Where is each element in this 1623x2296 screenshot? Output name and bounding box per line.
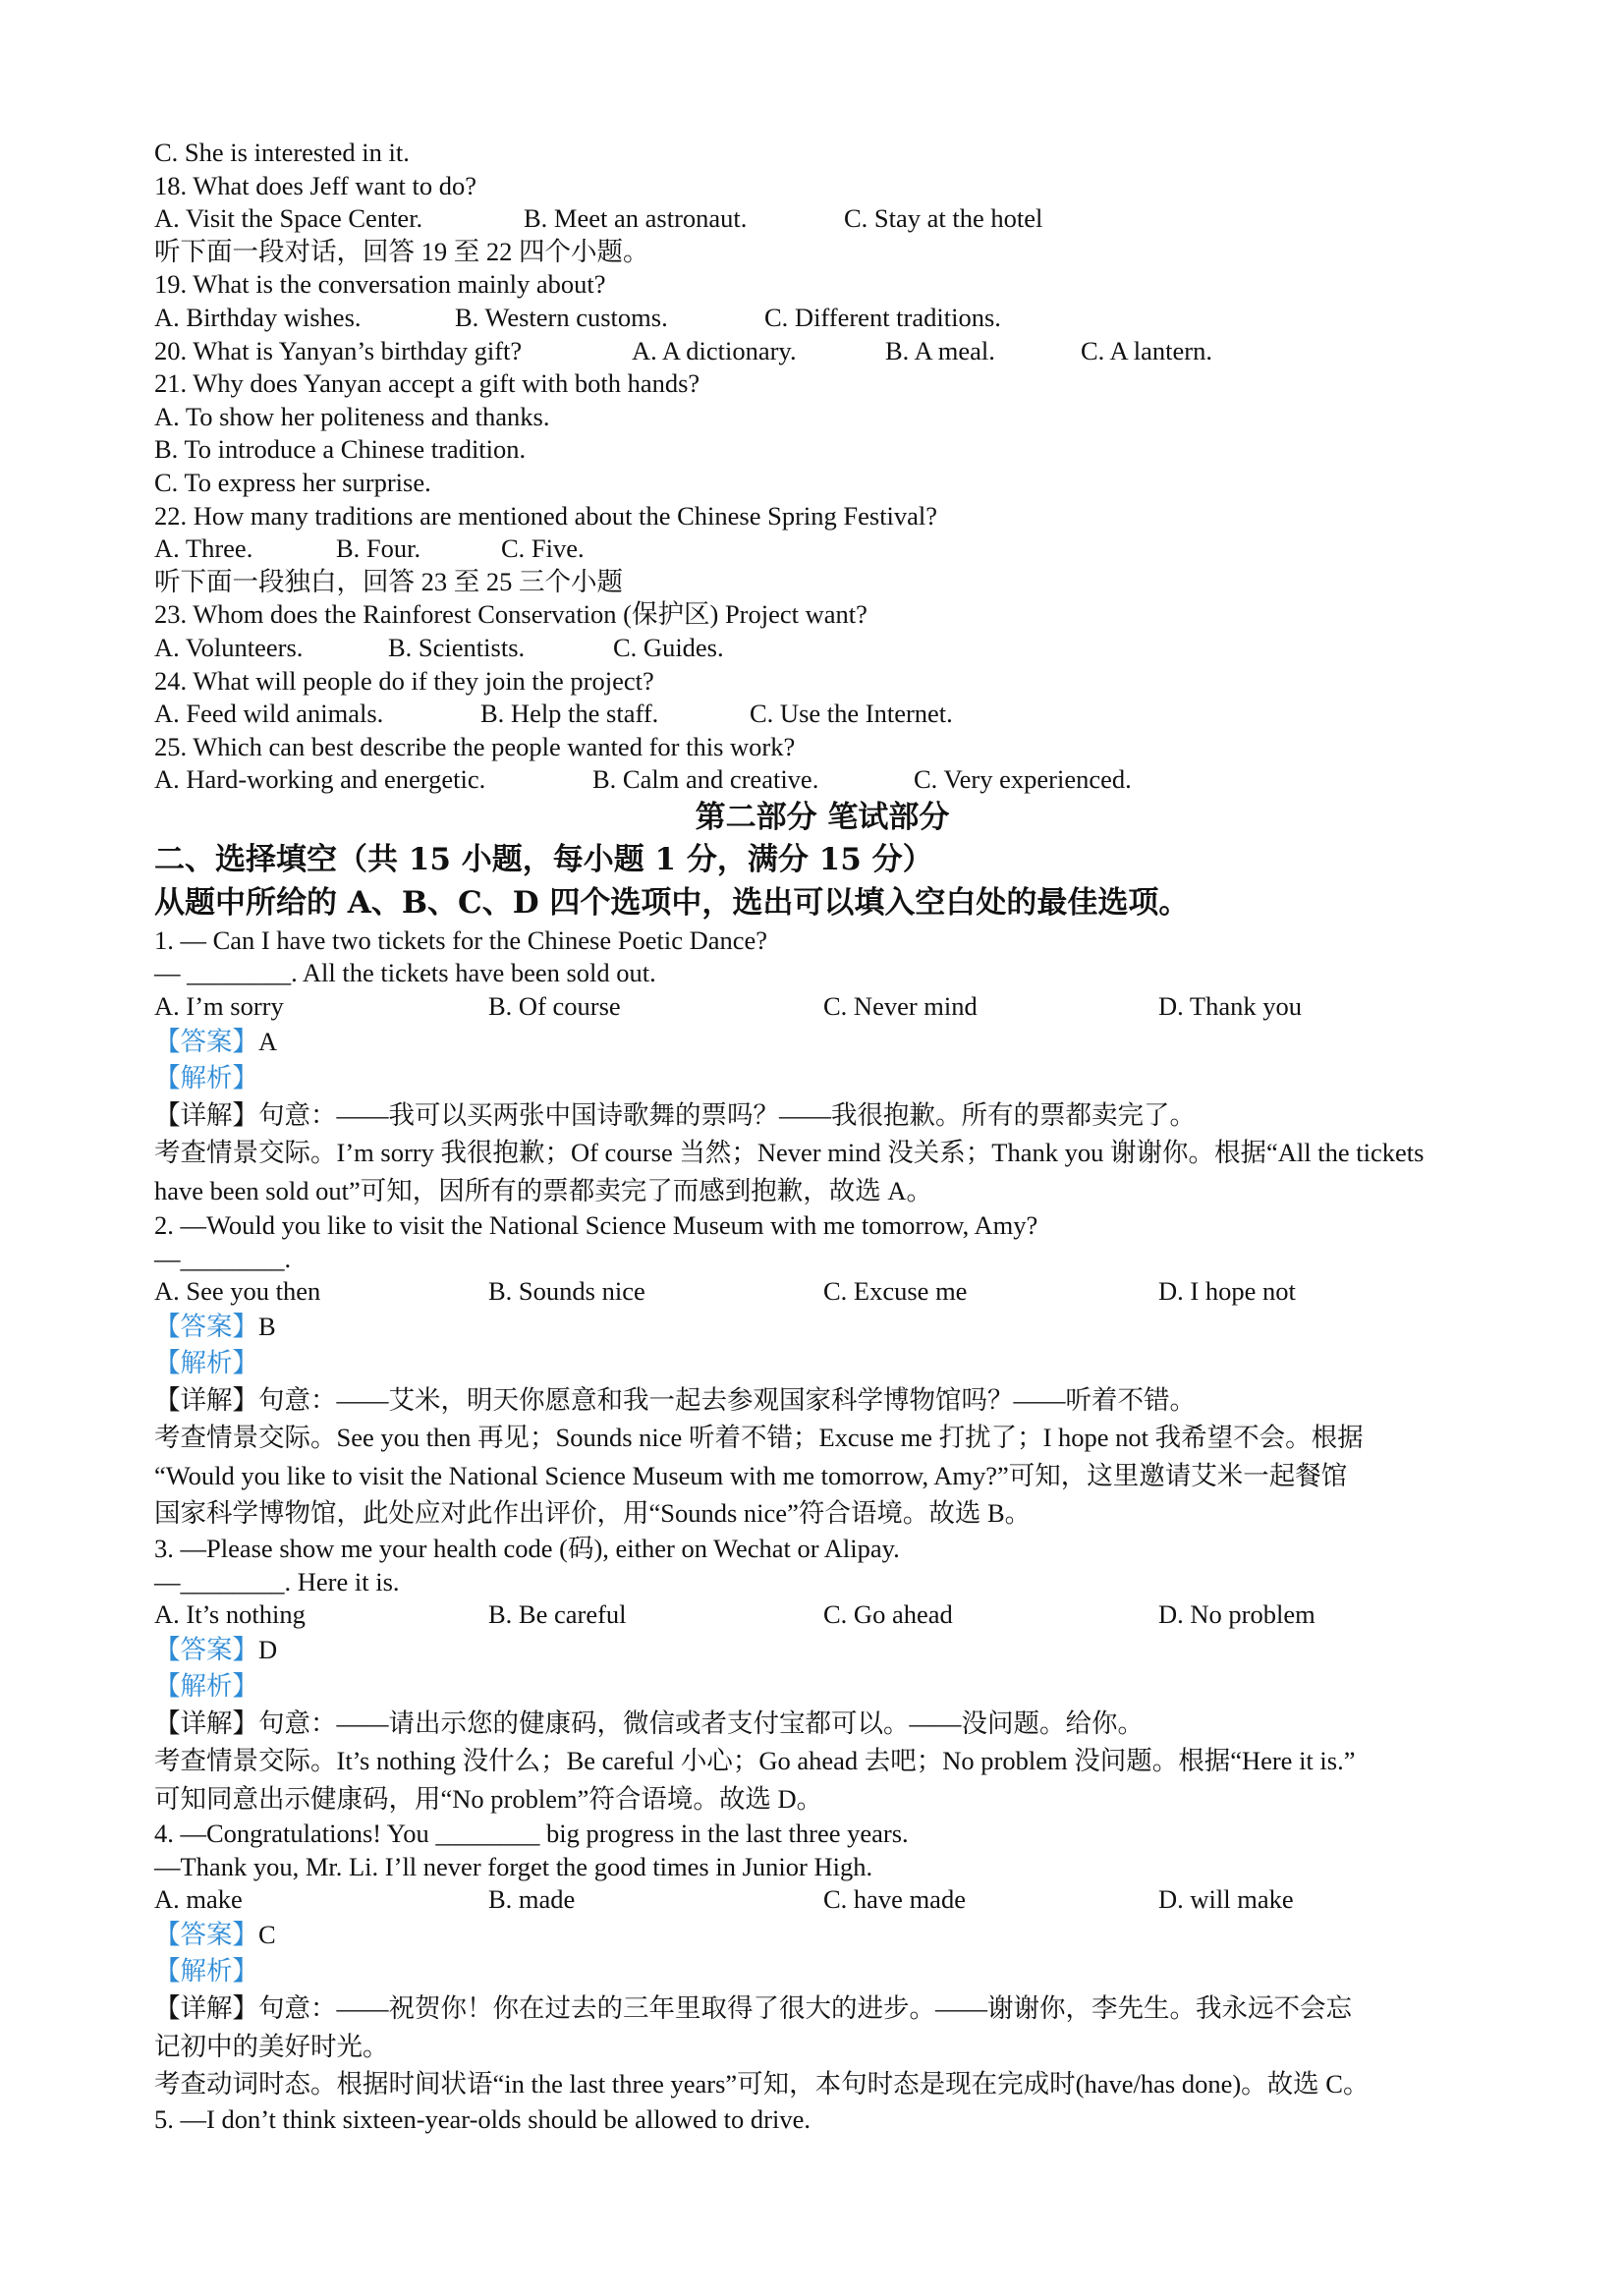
analysis-label: 【解析】 — [154, 1347, 258, 1377]
option-b: B. made — [488, 1884, 576, 1915]
q24-stem: 24. What will people do if they join the project? — [154, 665, 654, 696]
option-b: B. Scientists. — [388, 632, 526, 662]
option-c: C. Different traditions. — [764, 302, 1001, 332]
q2-analysis — [154, 1345, 1490, 1381]
instruction-19-22: 听下面一段对话，回答 19 至 22 四个小题。 — [154, 236, 649, 266]
analysis-label: 【解析】 — [154, 1062, 258, 1092]
analysis-label: 【解析】 — [154, 1670, 258, 1701]
q2-line2: —________. — [154, 1243, 292, 1273]
option-b: B. Meet an astronaut. — [524, 203, 748, 234]
option-a: A. Hard-working and energetic. — [154, 764, 486, 795]
option-b: B. Help the staff. — [480, 699, 659, 729]
q17-option-c: C. She is interested in it. — [154, 138, 410, 167]
q23-options — [154, 632, 1490, 665]
option-b: B. A meal. — [885, 335, 995, 365]
q19-options — [154, 302, 1490, 335]
q3-explain-1: 考查情景交际。It’s nothing 没什么；Be careful 小心；Go ahead 去吧；No problem 没问题。根据“Here it is.” — [154, 1746, 1356, 1776]
q1-explain-2: have been sold out”可知，因所有的票都卖完了而感到抱歉，故选 A。 — [154, 1175, 932, 1205]
option-d: D. I hope not — [1158, 1276, 1296, 1307]
option-a: A. I’m sorry — [154, 991, 284, 1022]
answer-label: 【答案】 — [154, 1634, 258, 1664]
option-c: C. Use the Internet. — [750, 699, 953, 729]
q2-detail — [154, 1381, 1490, 1420]
q2-explain-2: “Would you like to visit the National Science Museum with me tomorrow, Amy?”可知，这里邀请艾米一起餐馆 — [154, 1460, 1348, 1490]
answer-label: 【答案】 — [154, 1920, 258, 1949]
q1-explain-1: 考查情景交际。I’m sorry 我很抱歉；Of course 当然；Never mind 没关系；Thank you 谢谢你。根据“All the tickets — [154, 1138, 1425, 1168]
section2-heading: 二、选择填空（共 15 小题，每小题 1 分，满分 15 分） — [154, 841, 933, 877]
section2-instruction: 从题中所给的 A、B、C、D 四个选项中，选出可以填入空白处的最佳选项。 — [154, 884, 1190, 921]
option-d: D. Thank you — [1158, 991, 1302, 1022]
option-c: C. Go ahead — [823, 1599, 953, 1630]
q25-options — [154, 763, 1490, 797]
q3-answer — [154, 1632, 1490, 1668]
q23-stem: 23. Whom does the Rainforest Conservation (保护区) Project want? — [154, 599, 867, 630]
answer-label: 【答案】 — [154, 1311, 258, 1341]
option-c: C. Excuse me — [823, 1276, 968, 1307]
option-b: B. Be careful — [488, 1599, 627, 1630]
q1-detail — [154, 1096, 1490, 1135]
q18-options — [154, 202, 1490, 236]
detail-text: 句意：——我可以买两张中国诗歌舞的票吗？——我很抱歉。所有的票都卖完了。 — [258, 1099, 1196, 1130]
q4-detail — [154, 1989, 1490, 2028]
detail-text: 句意：——祝贺你！你在过去的三年里取得了很大的进步。——谢谢你，李先生。我永远不会忘 — [258, 1993, 1352, 2023]
q22-stem: 22. How many traditions are mentioned about the Chinese Spring Festival? — [154, 500, 938, 531]
q4-explain-1: 记初中的美好时光。 — [154, 2031, 389, 2061]
option-a: A. See you then — [154, 1276, 321, 1307]
detail-label: 【详解】 — [154, 1384, 258, 1415]
q1-line2: — ________. All the tickets have been sold out. — [154, 958, 656, 988]
detail-text: 句意：——请出示您的健康码，微信或者支付宝都可以。——没问题。给你。 — [258, 1708, 1144, 1738]
detail-label: 【详解】 — [154, 1099, 258, 1130]
option-b: B. Of course — [488, 991, 621, 1022]
page-content — [154, 137, 1490, 2136]
q24-options — [154, 698, 1490, 731]
analysis-label: 【解析】 — [154, 1956, 258, 1986]
option-a: A. Visit the Space Center. — [154, 203, 423, 234]
answer-value: A — [258, 1026, 278, 1056]
option-a: A. Feed wild animals. — [154, 699, 384, 729]
q2-explain-1: 考查情景交际。See you then 再见；Sounds nice 听着不错；Excuse me 打扰了；I hope not 我希望不会。根据 — [154, 1423, 1364, 1453]
option-c: C. Never mind — [823, 991, 978, 1022]
option-d: D. No problem — [1158, 1599, 1315, 1630]
option-a: A. Birthday wishes. — [154, 302, 362, 332]
q5-line1: 5. —I don’t think sixteen-year-olds should be allowed to drive. — [154, 2103, 811, 2134]
q4-line1: 4. —Congratulations! You ________ big progress in the last three years. — [154, 1819, 909, 1849]
option-a: A. Three. — [154, 533, 253, 564]
q3-line2: —________. Here it is. — [154, 1566, 400, 1596]
option-a: A. It’s nothing — [154, 1599, 306, 1630]
q3-analysis — [154, 1668, 1490, 1705]
q20-stem: 20. What is Yanyan’s birthday gift? — [154, 335, 523, 365]
detail-text: 句意：——艾米，明天你愿意和我一起去参观国家科学博物馆吗？——听着不错。 — [258, 1384, 1196, 1415]
q3-detail — [154, 1705, 1490, 1743]
q1-analysis — [154, 1060, 1490, 1096]
option-c: C. have made — [823, 1884, 966, 1915]
option-a: A. Volunteers. — [154, 632, 304, 662]
option-a: A. make — [154, 1884, 243, 1915]
option-d: D. will make — [1158, 1884, 1294, 1915]
q4-answer — [154, 1917, 1490, 1953]
option-c: C. Five. — [501, 533, 585, 564]
q22-options — [154, 532, 1490, 566]
option-c: C. Guides. — [613, 632, 724, 662]
q4-explain-2: 考查动词时态。根据时间状语“in the last three years”可知，本句时态是现在完成时(have/has done)。故选 C。 — [154, 2069, 1370, 2099]
answer-value: C — [258, 1920, 276, 1949]
q2-explain-3: 国家科学博物馆，此处应对此作出评价，用“Sounds nice”符合语境。故选 B。 — [154, 1498, 1032, 1529]
q20-line — [154, 335, 1490, 368]
option-b: B. Four. — [336, 533, 421, 564]
q1-options — [154, 990, 1490, 1024]
q2-answer — [154, 1309, 1490, 1345]
option-c: C. Stay at the hotel — [844, 203, 1043, 234]
part2-title: 第二部分 笔试部分 — [695, 799, 950, 835]
q4-line2: —Thank you, Mr. Li. I’ll never forget the good times in Junior High. — [154, 1851, 873, 1881]
detail-label: 【详解】 — [154, 1993, 258, 2023]
option-b: B. Calm and creative. — [592, 764, 819, 795]
instruction-23-25: 听下面一段独白，回答 23 至 25 三个小题 — [154, 566, 623, 596]
q1-answer — [154, 1024, 1490, 1060]
answer-value: D — [258, 1634, 278, 1664]
option-a: A. A dictionary. — [632, 335, 797, 365]
q4-analysis — [154, 1953, 1490, 1989]
q3-line1: 3. —Please show me your health code (码), either on Wechat or Alipay. — [154, 1533, 900, 1563]
q21-option-a: A. To show her politeness and thanks. — [154, 401, 550, 431]
option-b: B. Western customs. — [455, 302, 668, 332]
q25-stem: 25. Which can best describe the people wanted for this work? — [154, 731, 796, 761]
answer-label: 【答案】 — [154, 1026, 258, 1056]
q3-explain-2: 可知同意出示健康码，用“No problem”符合语境。故选 D。 — [154, 1783, 823, 1814]
q2-line1: 2. —Would you like to visit the National Science Museum with me tomorrow, Amy? — [154, 1210, 1038, 1241]
option-b: B. Sounds nice — [488, 1276, 645, 1307]
q1-line1: 1. — Can I have two tickets for the Chinese Poetic Dance? — [154, 924, 768, 955]
q2-options — [154, 1275, 1490, 1309]
option-c: C. A lantern. — [1081, 335, 1212, 365]
q21-stem: 21. Why does Yanyan accept a gift with both hands? — [154, 368, 700, 399]
q21-option-c: C. To express her surprise. — [154, 467, 431, 497]
q18-stem: 18. What does Jeff want to do? — [154, 170, 476, 200]
detail-label: 【详解】 — [154, 1708, 258, 1738]
q19-stem: 19. What is the conversation mainly about? — [154, 269, 606, 300]
q4-options — [154, 1883, 1490, 1917]
q3-options — [154, 1598, 1490, 1632]
q21-option-b: B. To introduce a Chinese tradition. — [154, 434, 527, 465]
option-c: C. Very experienced. — [914, 764, 1132, 795]
answer-value: B — [258, 1311, 276, 1341]
